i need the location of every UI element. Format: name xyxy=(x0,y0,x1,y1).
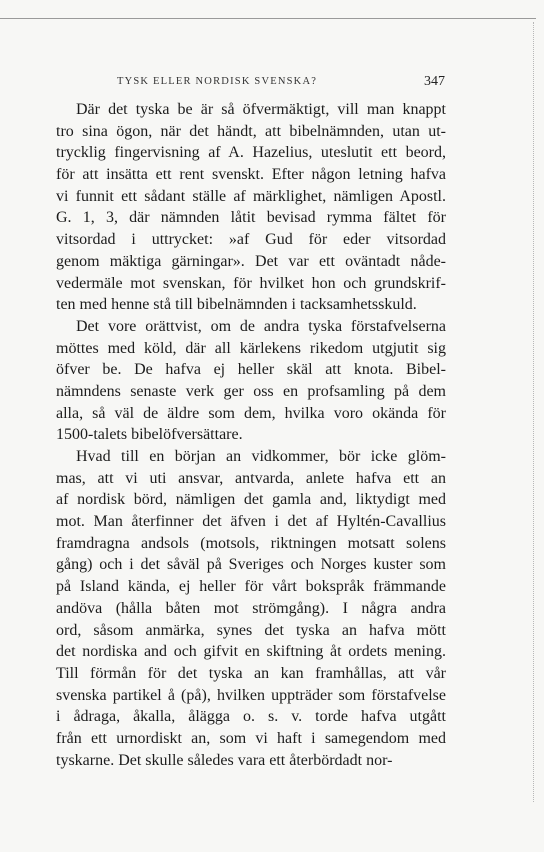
text-line: alla, så väl de äldre som dem, hvilka voro okända för xyxy=(56,404,446,422)
paragraph xyxy=(56,446,446,771)
text-line: af nordisk börd, nämligen det gamla and, liktydigt med xyxy=(56,491,446,509)
text-line: 1500-talets bibelöfversättare. xyxy=(56,426,243,444)
text-line: på Island kända, ej heller för vårt bokspråk främmande xyxy=(56,578,446,596)
text-line: gång) och i det såväl på Sveriges och Norges kuster som xyxy=(56,556,446,574)
text-line: G. 1, 3, där nämnden låtit bevisad rymma fältet för xyxy=(56,209,446,227)
running-head: TYSK ELLER NORDISK SVENSKA? xyxy=(117,76,318,87)
text-line: Det vore orättvist, om de andra tyska förstafvelserna xyxy=(76,317,446,335)
body-text xyxy=(56,99,446,771)
text-line: mas, att vi uti ansvar, antvarda, anlete hafva ett an xyxy=(56,469,446,487)
text-line: framdragna andsols (motsols, riktningen motsatt solens xyxy=(56,534,446,552)
text-line: nämndens senaste verk ger oss en profsamling på dem xyxy=(56,382,446,400)
top-border-line xyxy=(0,18,536,19)
text-line: möttes med köld, där all kärlekens rikedom utgjutit sig xyxy=(56,339,446,357)
text-line: ten med henne stå till bibelnämnden i tacksamhetsskuld. xyxy=(56,296,417,314)
text-line: Till förmån för det tyska an kan framhållas, att vår xyxy=(56,664,446,682)
text-line: genom mäktiga gärningar». Det var ett oväntadt nåde- xyxy=(56,252,446,270)
text-line: det nordiska and och gifvit en skiftning åt ordets mening. xyxy=(56,643,446,661)
text-line: vitsordad i uttrycket: »af Gud för eder vitsordad xyxy=(56,231,446,249)
page-header xyxy=(0,74,544,90)
text-line: tro sina ögon, när det händt, att bibelnämnden, utan ut- xyxy=(56,122,446,140)
text-line: trycklig fingervisning af A. Hazelius, uteslutit ett beord, xyxy=(56,144,446,162)
page-number: 347 xyxy=(424,74,445,89)
text-line: svenska partikel å (på), hvilken uppträder som förstafvelse xyxy=(56,686,446,704)
text-line: andöva (hålla båten mot strömgång). I några andra xyxy=(56,599,446,617)
paragraph xyxy=(56,316,446,446)
text-line: från ett urnordiskt an, som vi haft i samegendom med xyxy=(56,729,446,747)
text-line: ord, såsom anmärka, synes det tyska an hafva mött xyxy=(56,621,446,639)
text-line: Hvad till en början an vidkommer, bör icke glöm- xyxy=(76,448,446,465)
text-line: i ådraga, åkalla, ålägga o. s. v. torde hafva utgått xyxy=(56,708,446,726)
text-line: Där det tyska be är så öfvermäktigt, vill man knappt xyxy=(76,101,446,118)
text-line: för att insätta ett rent svenskt. Efter någon letning hafva xyxy=(56,166,446,184)
paragraph xyxy=(56,99,446,316)
text-line: öfver be. De hafva ej heller skäl att knota. Bibel- xyxy=(56,361,446,379)
text-line: tyskarne. Det skulle således vara ett återbördadt nor- xyxy=(56,751,393,769)
page-edge-line xyxy=(533,22,535,802)
text-line: vi funnit ett sådant ställe af märklighet, nämligen Apostl. xyxy=(56,187,446,205)
text-line: mot. Man återfinner det äfven i det af Hyltén-Cavallius xyxy=(56,513,446,531)
text-line: vedermäle mot svenskan, för hvilket hon och grundskrif- xyxy=(56,274,446,292)
